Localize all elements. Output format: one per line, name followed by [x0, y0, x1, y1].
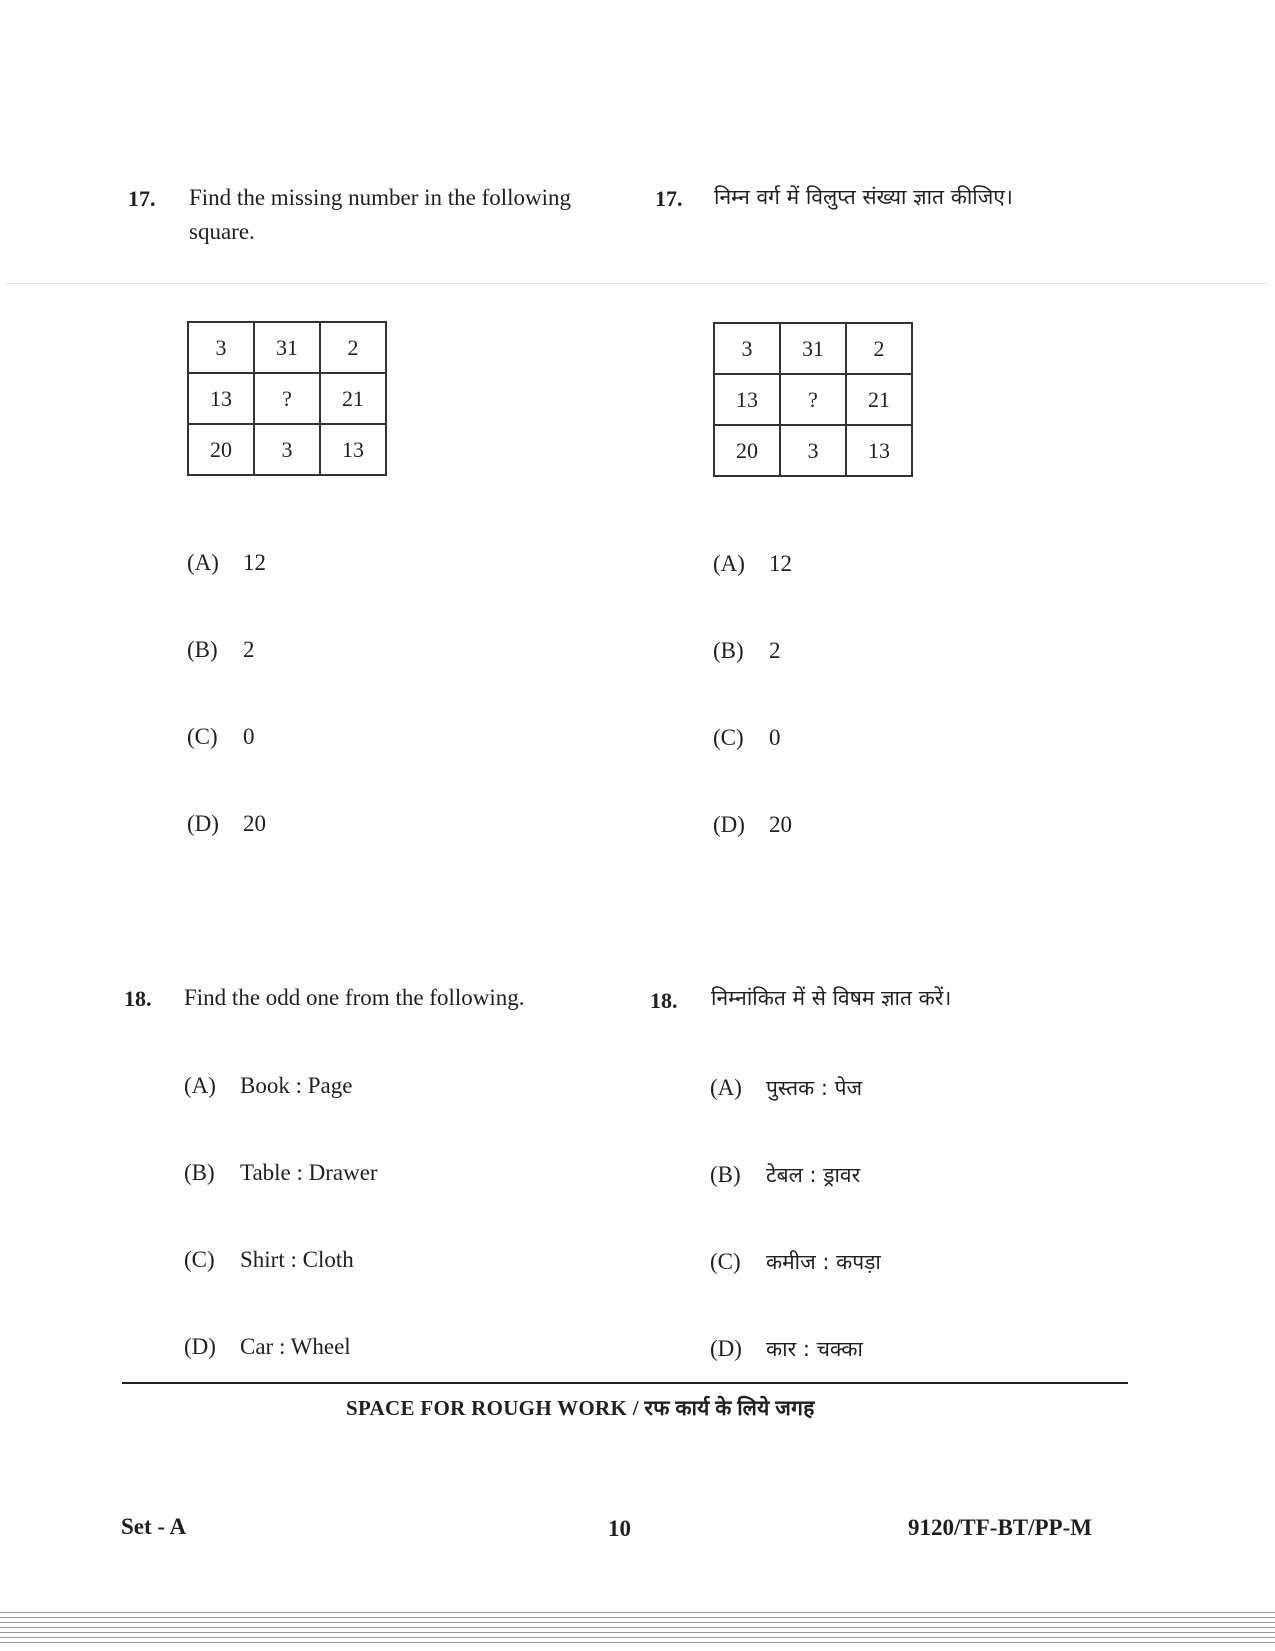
number-square	[713, 322, 913, 477]
grid-cell: 31	[780, 323, 846, 374]
option-value: 12	[769, 551, 792, 576]
grid-cell: 21	[320, 373, 386, 424]
scan-edge-line	[0, 1637, 1275, 1638]
scan-edge-line	[0, 1617, 1275, 1618]
option-label: (D)	[184, 1334, 216, 1359]
option-value: 12	[243, 550, 266, 575]
option-value: 2	[769, 638, 781, 663]
rough-work-label: SPACE FOR ROUGH WORK / रफ कार्य के लिये जगह	[346, 1396, 815, 1420]
divider	[6, 283, 1268, 284]
option-c	[713, 725, 781, 751]
option-label: (B)	[713, 638, 744, 663]
option-a	[710, 1074, 862, 1102]
option-label: (C)	[187, 724, 218, 749]
grid-cell-missing: ?	[780, 374, 846, 425]
option-value: 20	[769, 812, 792, 837]
grid-cell: 21	[846, 374, 912, 425]
option-label: (A)	[710, 1075, 742, 1100]
option-value: पुस्तक : पेज	[766, 1076, 863, 1100]
grid-cell-missing: ?	[254, 373, 320, 424]
set-label: Set - A	[121, 1514, 187, 1539]
option-value: Car : Wheel	[240, 1334, 351, 1359]
option-label: (C)	[710, 1249, 741, 1274]
grid-cell: 3	[714, 323, 780, 374]
grid-cell: 3	[254, 424, 320, 475]
scan-edge-line	[0, 1627, 1275, 1628]
option-value: Table : Drawer	[240, 1160, 378, 1185]
question-number: 18.	[650, 988, 678, 1013]
option-value: 0	[243, 724, 255, 749]
question-number: 17.	[655, 186, 683, 211]
scan-edge-line	[0, 1612, 1275, 1613]
option-b	[710, 1161, 860, 1189]
scan-edge-line	[0, 1642, 1275, 1643]
option-label: (D)	[710, 1336, 742, 1361]
option-value: 0	[769, 725, 781, 750]
option-d	[713, 812, 792, 838]
scan-edge-line	[0, 1622, 1275, 1623]
option-label: (C)	[713, 725, 744, 750]
option-d	[187, 811, 266, 837]
grid-cell: 2	[846, 323, 912, 374]
option-label: (C)	[184, 1247, 215, 1272]
option-value: 20	[243, 811, 266, 836]
grid-cell: 2	[320, 322, 386, 373]
question-text-hindi: निम्नांकित में से विषम ज्ञात करें।	[711, 986, 952, 1010]
number-square	[187, 321, 387, 476]
option-label: (B)	[184, 1160, 215, 1185]
option-c	[710, 1248, 881, 1276]
option-a	[713, 551, 792, 577]
grid-cell: 20	[188, 424, 254, 475]
grid-cell: 13	[320, 424, 386, 475]
page-number: 10	[608, 1516, 631, 1541]
question-text-hindi: निम्न वर्ग में विलुप्त संख्या ज्ञात कीजिए।	[714, 185, 1013, 209]
option-b	[187, 637, 255, 663]
option-label: (B)	[187, 637, 218, 662]
option-value: टेबल : ड्रावर	[766, 1163, 861, 1187]
option-d	[184, 1334, 351, 1360]
option-d	[710, 1335, 863, 1363]
option-label: (D)	[187, 811, 219, 836]
grid-cell: 13	[846, 425, 912, 476]
option-label: (A)	[187, 550, 219, 575]
question-text-line: Find the missing number in the following	[189, 185, 572, 210]
rough-work-divider	[122, 1382, 1128, 1384]
option-c	[184, 1247, 354, 1273]
option-value: कमीज : कपड़ा	[766, 1250, 881, 1274]
question-text: Find the odd one from the following.	[184, 985, 525, 1010]
question-number: 17.	[128, 186, 156, 211]
option-value: कार : चक्का	[766, 1337, 863, 1361]
option-value: 2	[243, 637, 255, 662]
option-value: Shirt : Cloth	[240, 1247, 354, 1272]
grid-cell: 20	[714, 425, 780, 476]
grid-cell: 13	[188, 373, 254, 424]
option-value: Book : Page	[240, 1073, 353, 1098]
grid-cell: 31	[254, 322, 320, 373]
question-text	[189, 181, 629, 249]
paper-code: 9120/TF-BT/PP-M	[908, 1515, 1092, 1540]
option-c	[187, 724, 255, 750]
question-number: 18.	[124, 986, 152, 1011]
grid-cell: 3	[780, 425, 846, 476]
question-text-line: square.	[189, 219, 255, 244]
grid-cell: 13	[714, 374, 780, 425]
option-label: (A)	[713, 551, 745, 576]
option-a	[184, 1073, 352, 1099]
option-label: (A)	[184, 1073, 216, 1098]
option-b	[184, 1160, 378, 1186]
option-label: (B)	[710, 1162, 741, 1187]
option-label: (D)	[713, 812, 745, 837]
option-a	[187, 550, 266, 576]
scan-edge-line	[0, 1632, 1275, 1633]
option-b	[713, 638, 781, 664]
grid-cell: 3	[188, 322, 254, 373]
